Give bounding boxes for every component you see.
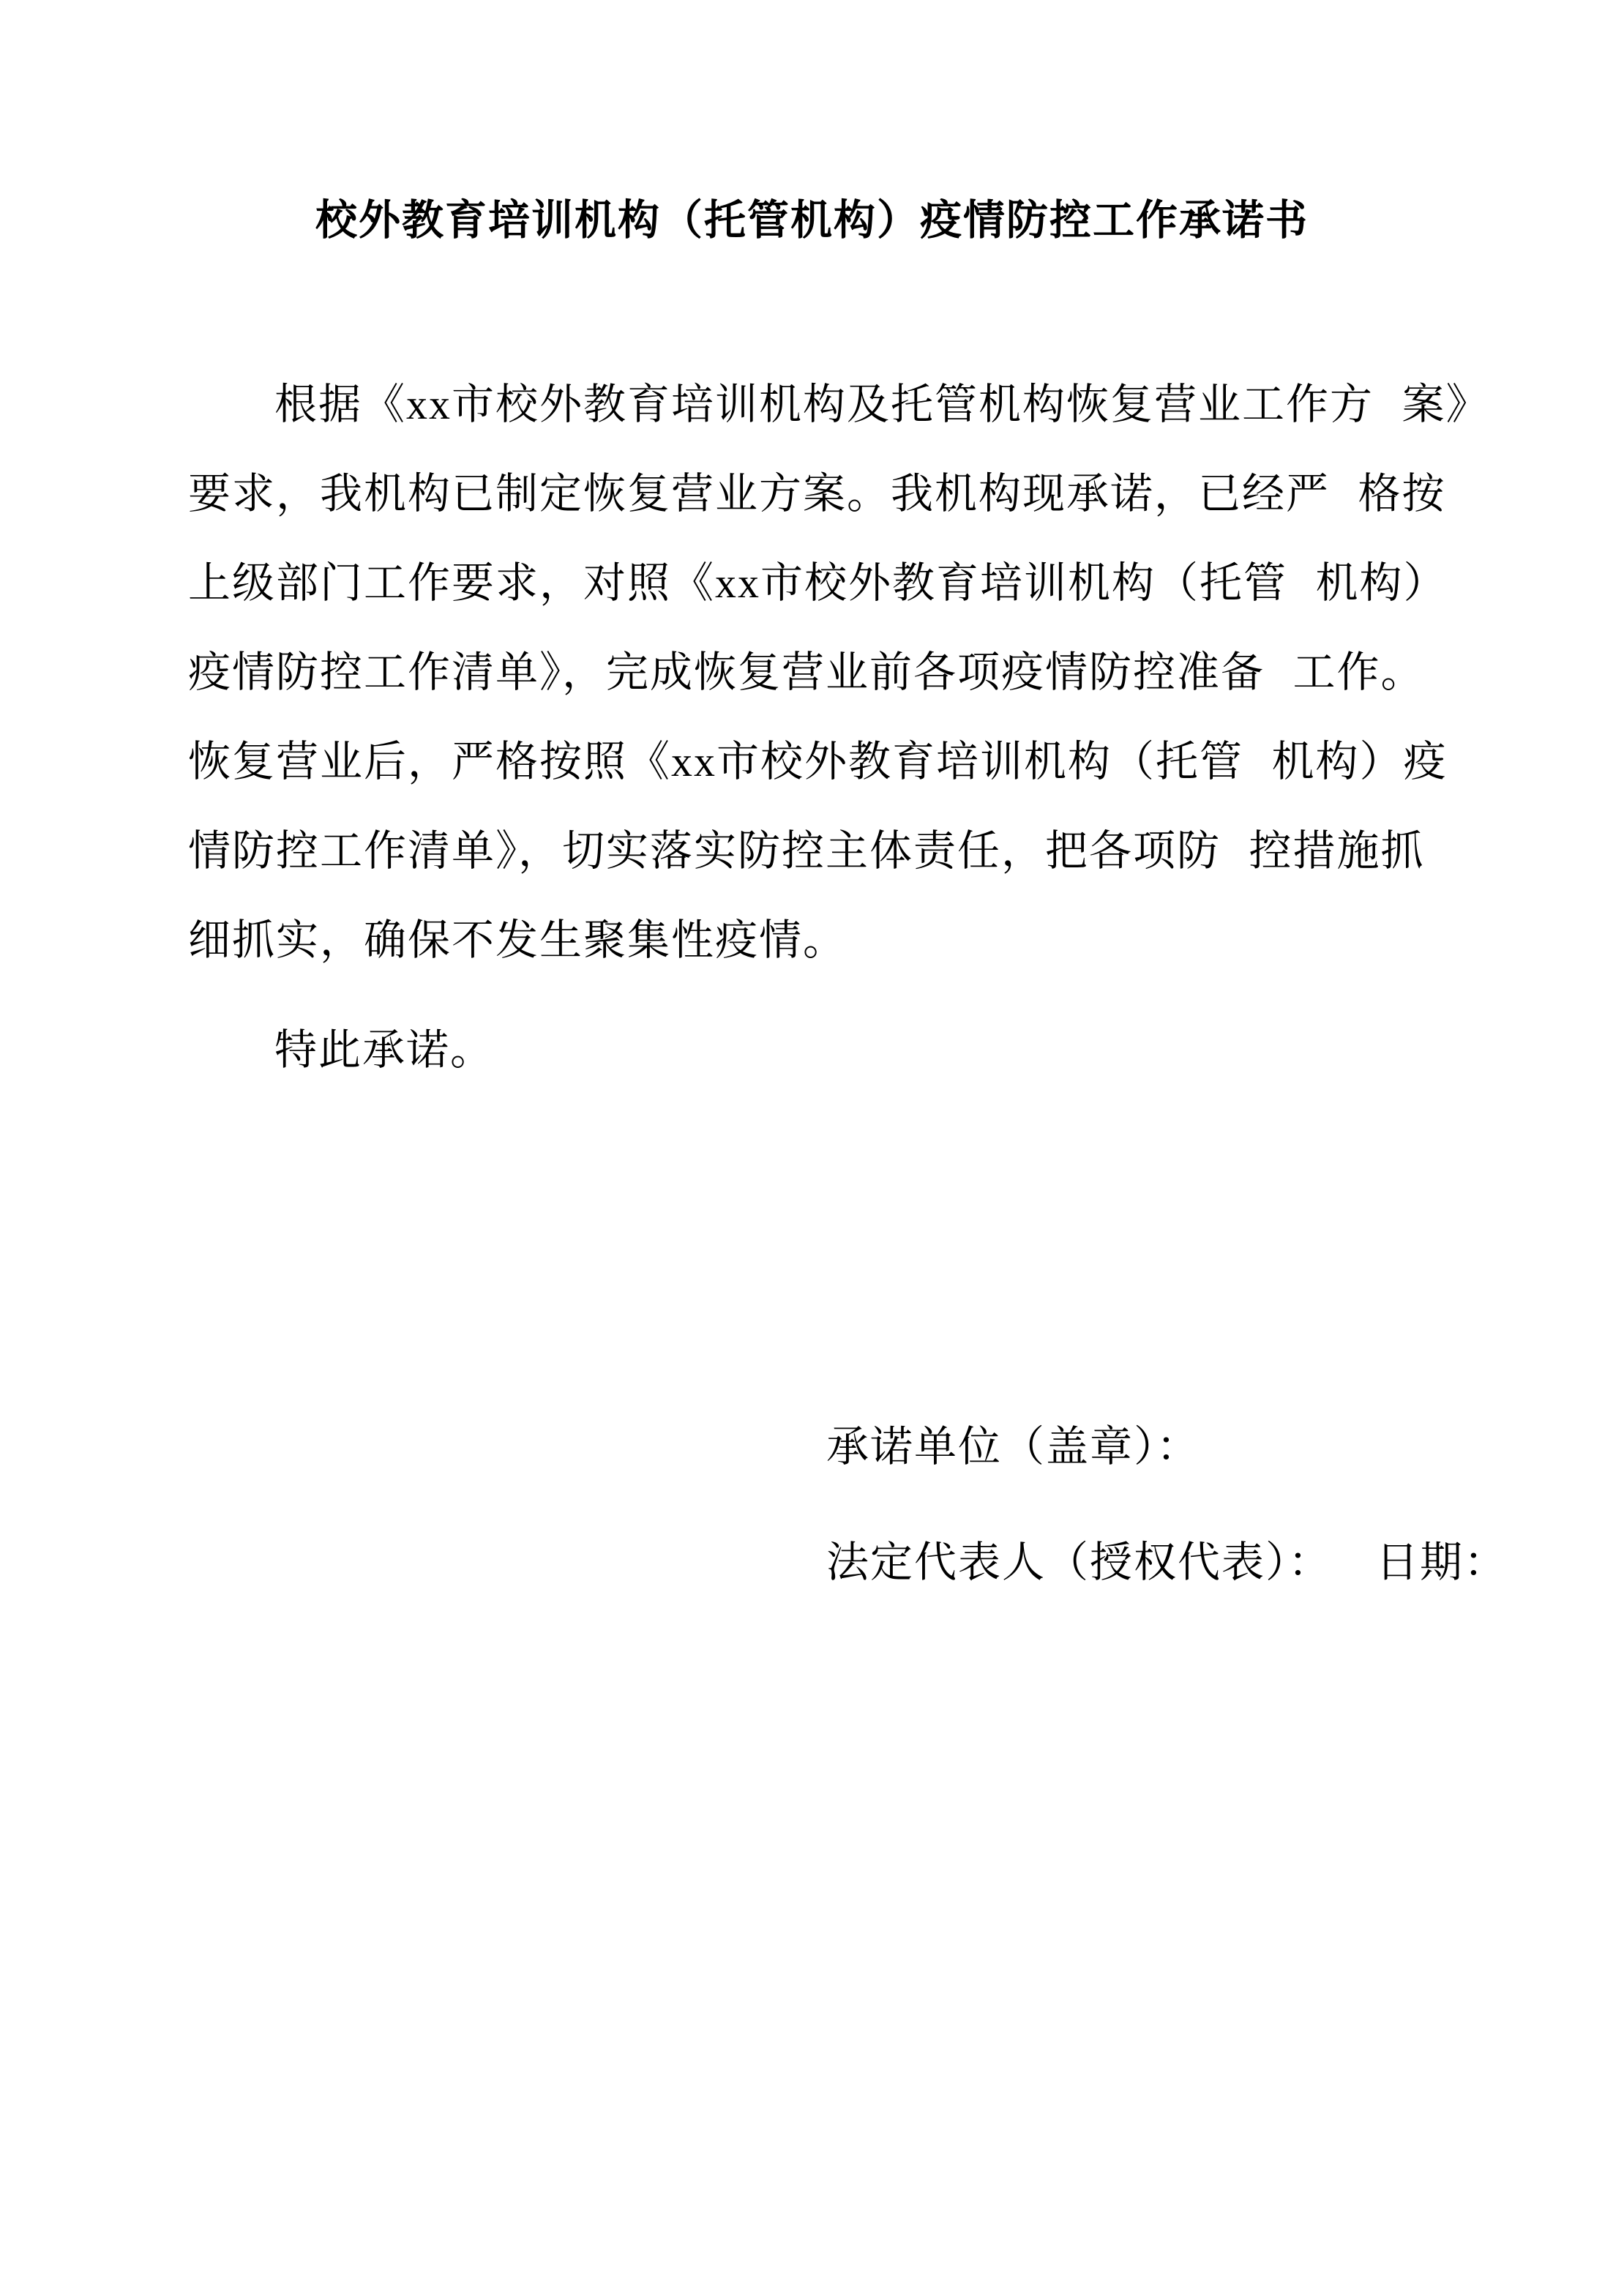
paragraph-line-1: 根据《xx市校外教育培训机构及托管机构恢复营业工作方 案》 bbox=[274, 381, 1490, 428]
signature-unit-label: 承诺单位（盖章）： bbox=[826, 1423, 1201, 1470]
signature-unit-line bbox=[778, 1313, 1201, 1470]
paragraph-line-3: 上级部门工作要求，对照《xx市校外教育培训机构（托管 机构） bbox=[188, 559, 1448, 607]
paragraph-line-2: 要求，我机构已制定恢复营业方案。我机构现承诺，已经严 格按 bbox=[188, 470, 1446, 517]
paragraph-line-4: 疫情防控工作清单》，完成恢复营业前各项疫情防控准备 工作。 bbox=[188, 649, 1425, 696]
signature-representative-line bbox=[778, 1429, 1508, 1586]
body-paragraph bbox=[188, 360, 1520, 985]
document-title: 校外教育培训机构（托管机构）疫情防控工作承诺书 bbox=[315, 196, 1309, 244]
paragraph-line-6: 情防控工作清单》，切实落实防控主体责任，把各项防 控措施抓 bbox=[188, 827, 1425, 875]
signature-date-label: 日期： bbox=[1376, 1539, 1508, 1586]
paragraph-line-5: 恢复营业后，严格按照《xx市校外教育培训机构（托管 机构）疫 bbox=[188, 738, 1448, 785]
closing-statement: 特此承诺。 bbox=[274, 1026, 495, 1074]
signature-representative-label: 法定代表人（授权代表）： bbox=[826, 1539, 1333, 1586]
paragraph-line-7: 细抓实，确保不发生聚集性疫情。 bbox=[188, 916, 847, 964]
